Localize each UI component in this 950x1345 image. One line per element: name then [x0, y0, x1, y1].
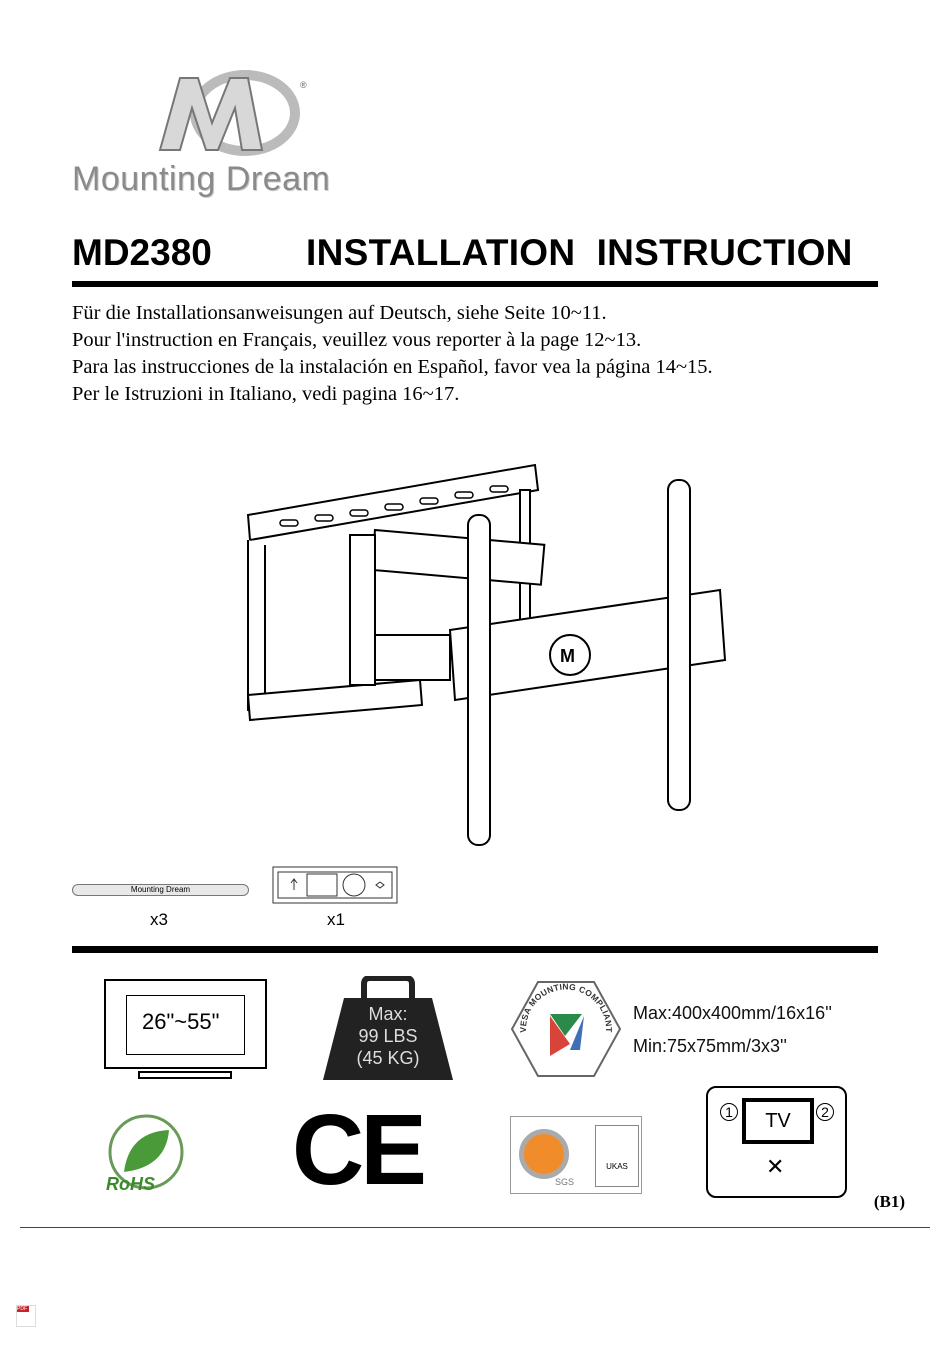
page-title: INSTALLATION INSTRUCTION [306, 232, 853, 273]
pdf-icon[interactable] [16, 1305, 36, 1327]
two-person-install-icon [706, 1086, 847, 1198]
title-divider [72, 281, 878, 287]
language-fr: Pour l'instruction en Français, veuillez vous reporter à la page 12~13. [72, 329, 642, 351]
person-1: 1 [720, 1103, 738, 1121]
sgs-label: SGS [555, 1177, 575, 1187]
pdf-icon-label: PDF [17, 1306, 27, 1312]
level-quantity: x1 [327, 910, 345, 929]
section-divider [72, 946, 878, 953]
tv-stand-icon [138, 1071, 232, 1079]
logo-mark-icon [150, 68, 300, 158]
vesa-min: Min:75x75mm/3x3'' [633, 1036, 787, 1056]
logo-text: Mounting Dream [72, 160, 331, 198]
ukas-label: UKAS [595, 1125, 639, 1187]
language-es: Para las instrucciones de la instalación en Español, favor vea la página 14~15. [72, 356, 713, 378]
tools-icon: ✕ [766, 1154, 785, 1179]
vesa-max: Max:400x400mm/16x16'' [633, 1003, 832, 1023]
rohs-label: RoHS [106, 1174, 155, 1194]
max-weight-text [322, 1003, 454, 1069]
sgs-ukas-badge [510, 1116, 642, 1194]
language-de: Für die Installationsanweisungen auf Deutsch, siehe Seite 10~11. [72, 302, 607, 324]
screen-size-range: 26"~55" [142, 1009, 220, 1034]
weight-label: Max: [368, 1004, 408, 1024]
screw-accessory: Mounting Dream [72, 884, 249, 896]
weight-lbs: 99 LBS [358, 1026, 418, 1046]
wall-mount-illustration [240, 460, 730, 855]
tv-label: TV [742, 1098, 814, 1144]
footer-divider [20, 1227, 930, 1228]
ce-mark: CE [292, 1094, 423, 1206]
screw-quantity: x3 [150, 910, 168, 929]
bubble-level-icon [272, 866, 398, 904]
registered-mark: ® [300, 80, 307, 90]
person-2: 2 [816, 1103, 834, 1121]
page-label: (B1) [873, 1192, 905, 1211]
weight-kg: (45 KG) [356, 1048, 420, 1068]
vesa-badge-label: VESA MOUNTING COMPLIANT [517, 981, 615, 1033]
screen-size-icon [104, 979, 267, 1069]
model-number: MD2380 [72, 232, 212, 273]
language-list [72, 300, 713, 408]
svg-text:M: M [560, 646, 575, 666]
vesa-compliant-badge [510, 980, 622, 1078]
language-it: Per le Istruzioni in Italiano, vedi pagina 16~17. [72, 383, 460, 405]
